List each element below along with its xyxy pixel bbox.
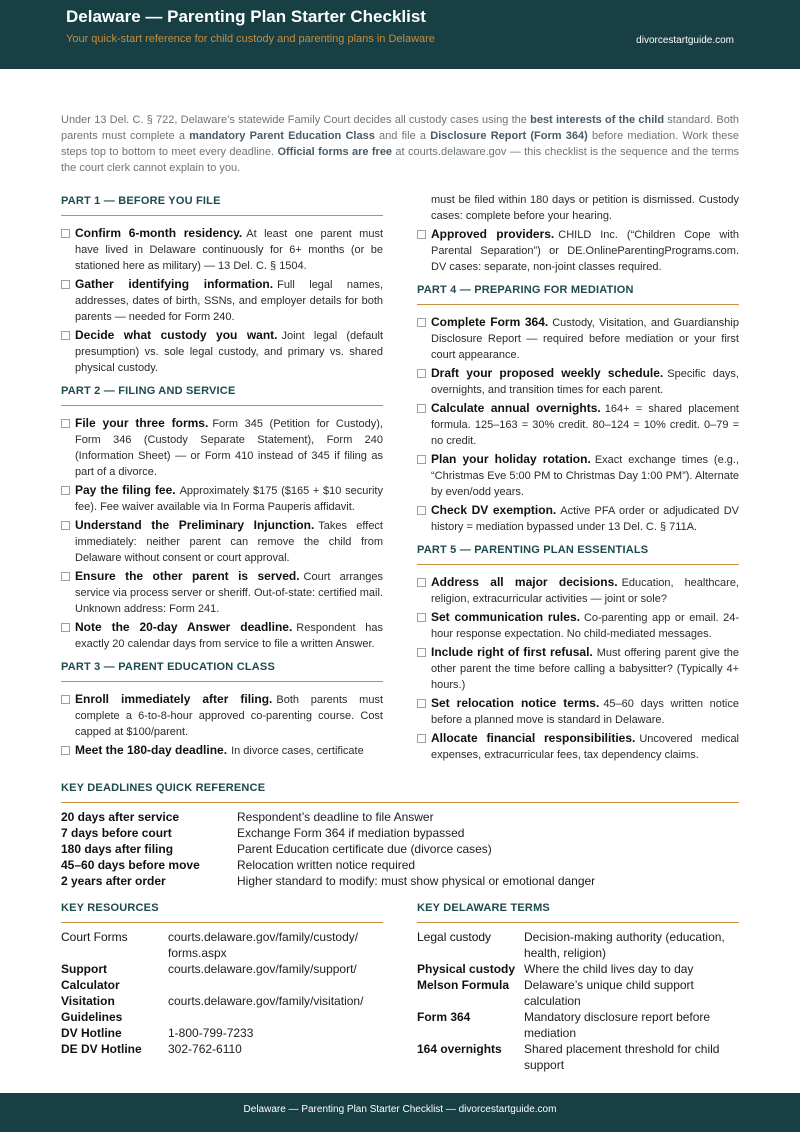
checklist-item: Pay the filing fee. Approximately $175 ($165 + $10 security fee). Fee waiver available via In Forma Pauperis affidavit.: [61, 482, 383, 515]
checklist-item: Set relocation notice terms. 45–60 days written notice before a planned move is standard in Delaware.: [417, 695, 739, 728]
deadline-row: 180 days after filing Parent Education certificate due (divorce cases): [61, 842, 492, 856]
deadline-row: 45–60 days before move Relocation written notice required: [61, 858, 416, 872]
deadlines-heading: KEY DEADLINES QUICK REFERENCE: [61, 779, 739, 803]
right-column: [417, 192, 739, 765]
resource-link[interactable]: courts.delaware.gov/family/custody/ forms.aspx: [168, 930, 359, 960]
checkbox[interactable]: [417, 578, 426, 587]
checklist-item: Allocate financial responsibilities. Uncovered medical expenses, extracurricular fees, tax dependency claims.: [417, 730, 739, 763]
checkbox[interactable]: [61, 419, 70, 428]
checkbox[interactable]: [417, 318, 426, 327]
resource-row: DE DV Hotline 302-762-6110: [61, 1042, 242, 1056]
checkbox[interactable]: [61, 229, 70, 238]
left-column: [61, 192, 383, 761]
resources-section: [61, 899, 383, 1057]
deadline-row: 7 days before court Exchange Form 364 if mediation bypassed: [61, 826, 465, 840]
resource-row: DV Hotline 1-800-799-7233: [61, 1026, 254, 1040]
checkbox[interactable]: [61, 623, 70, 632]
terms-heading: KEY DELAWARE TERMS: [417, 899, 739, 923]
checkbox[interactable]: [417, 506, 426, 515]
checklist-item: Check DV exemption. Active PFA order or adjudicated DV history = mediation bypassed under 13 Del. C. § 711A.: [417, 502, 739, 535]
checkbox[interactable]: [417, 648, 426, 657]
term-row: Melson Formula Delaware’s unique child support calculation: [417, 978, 694, 1008]
checkbox[interactable]: [417, 404, 426, 413]
checklist-item: Complete Form 364. Custody, Visitation, and Guardianship Disclosure Report — required before mediation or your first court appearance.: [417, 314, 739, 363]
checklist-item: Plan your holiday rotation. Exact exchange times (e.g., “Christmas Eve 5:00 PM to Christmas Day 1:00 PM”). Alternate by even/odd years.: [417, 451, 739, 500]
resource-row: Court Forms courts.delaware.gov/family/custody/ forms.aspx: [61, 929, 383, 961]
checkbox[interactable]: [61, 746, 70, 755]
checklist-item: Meet the 180-day deadline. In divorce cases, certificate: [61, 742, 383, 759]
page-subtitle: Your quick-start reference for child custody and parenting plans in Delaware: [66, 33, 435, 45]
checkbox[interactable]: [61, 572, 70, 581]
checklist-item: Gather identifying information. Full legal names, addresses, dates of birth, SSNs, and employer details for both parents — needed for Form 240.: [61, 276, 383, 325]
page-footer: [0, 1093, 800, 1132]
footer-text: Delaware — Parenting Plan Starter Checklist — divorcestartguide.com: [243, 1104, 557, 1115]
term-row: Legal custody Decision-making authority (education, health, religion): [417, 930, 725, 960]
deadline-row: 20 days after service Respondent’s deadline to file Answer: [61, 810, 434, 824]
resource-link[interactable]: courts.delaware.gov/family/visitation/: [168, 994, 364, 1008]
term-row: 164 overnights Shared placement threshold for child support: [417, 1042, 720, 1072]
checklist-item: Note the 20-day Answer deadline. Respondent has exactly 20 calendar days from service to file a written Answer.: [61, 619, 383, 652]
checklist-item-continued: must be filed within 180 days or petition is dismissed. Custody cases: complete before your hearing.: [431, 194, 739, 222]
part2-heading: PART 2 — FILING AND SERVICE: [61, 382, 383, 406]
checkbox[interactable]: [61, 280, 70, 289]
resource-link[interactable]: courts.delaware.gov/family/support/: [168, 962, 357, 976]
term-row: Form 364 Mandatory disclosure report before mediation: [417, 1010, 711, 1040]
checklist-item: Ensure the other parent is served. Court arranges service via process server or sheriff. Out-of-state: certified mail. Unknown address: Form 241.: [61, 568, 383, 617]
checkbox[interactable]: [417, 455, 426, 464]
checkbox[interactable]: [417, 230, 426, 239]
site-link[interactable]: divorcestartguide.com: [636, 35, 734, 46]
resource-row: Support Calculator courts.delaware.gov/family/support/: [61, 961, 383, 993]
checkbox[interactable]: [417, 699, 426, 708]
checklist-item: Calculate annual overnights. 164+ = shared placement formula. 125–163 = 30% credit. 80–124 = 10% credit. 0–79 = no credit.: [417, 400, 739, 449]
part4-heading: PART 4 — PREPARING FOR MEDIATION: [417, 281, 739, 305]
checkbox[interactable]: [61, 521, 70, 530]
deadlines-section: [61, 779, 739, 889]
deadline-row: 2 years after order Higher standard to modify: must show physical or emotional danger: [61, 874, 596, 888]
checklist-item: Understand the Preliminary Injunction. Takes effect immediately: neither parent can remove the child from Delaware without consent or court approval.: [61, 517, 383, 566]
checkbox[interactable]: [417, 613, 426, 622]
resources-heading: KEY RESOURCES: [61, 899, 383, 923]
part5-heading: PART 5 — PARENTING PLAN ESSENTIALS: [417, 541, 739, 565]
checkbox[interactable]: [61, 486, 70, 495]
part3-heading: PART 3 — PARENT EDUCATION CLASS: [61, 658, 383, 682]
page-title: Delaware — Parenting Plan Starter Checklist: [66, 7, 426, 26]
checklist-item: Decide what custody you want. Joint legal (default presumption) vs. sole legal custody, and primary vs. shared physical custody.: [61, 327, 383, 376]
resource-row: Visitation Guidelines courts.delaware.gov/family/visitation/: [61, 993, 383, 1025]
checkbox[interactable]: [61, 695, 70, 704]
page-header: [0, 0, 800, 69]
checkbox[interactable]: [417, 734, 426, 743]
checklist-item: Approved providers. CHILD Inc. (“Children Cope with Parental Separation”) or DE.OnlineParentingPrograms.com. DV cases: separate, non-joint classes required.: [417, 226, 739, 275]
checklist-item: Address all major decisions. Education, healthcare, religion, extracurricular activities — joint or sole?: [417, 574, 739, 607]
checklist-item: Enroll immediately after filing. Both parents must complete a 6-to-8-hour approved co-parenting course. Cost capped at $100/parent.: [61, 691, 383, 740]
checklist-item: Set communication rules. Co-parenting app or email. 24-hour response expectation. No child-mediated messages.: [417, 609, 739, 642]
checkbox[interactable]: [417, 369, 426, 378]
intro-paragraph: Under 13 Del. C. § 722, Delaware’s statewide Family Court decides all custody cases using the best interests of the child standard. Both parents must complete a mandatory Parent Education Class and file a Disclosure Report (Form 364) before mediation. Work these steps top to bottom to meet every deadline. Official forms are free at courts.delaware.gov — this checklist is the sequence and the terms the court clerk cannot explain to you.: [61, 114, 739, 174]
checklist-item: Confirm 6-month residency. At least one parent must have lived in Delaware continuously for 6+ months (or be stationed here as military) — 13 Del. C. § 1504.: [61, 225, 383, 274]
part1-heading: PART 1 — BEFORE YOU FILE: [61, 192, 383, 216]
term-row: Physical custody Where the child lives day to day: [417, 962, 694, 976]
checkbox[interactable]: [61, 331, 70, 340]
terms-section: [417, 899, 739, 1073]
checklist-item: File your three forms. Form 345 (Petition for Custody), Form 346 (Custody Separate Statement), Form 240 (Information Sheet) — or Form 410 instead of 345 if filing as part of a divorce.: [61, 415, 383, 480]
checklist-item: Draft your proposed weekly schedule. Specific days, overnights, and transition times for each parent.: [417, 365, 739, 398]
checklist-item: Include right of first refusal. Must offering parent give the other parent the time before calling a babysitter? (Typically 4+ hours.): [417, 644, 739, 693]
